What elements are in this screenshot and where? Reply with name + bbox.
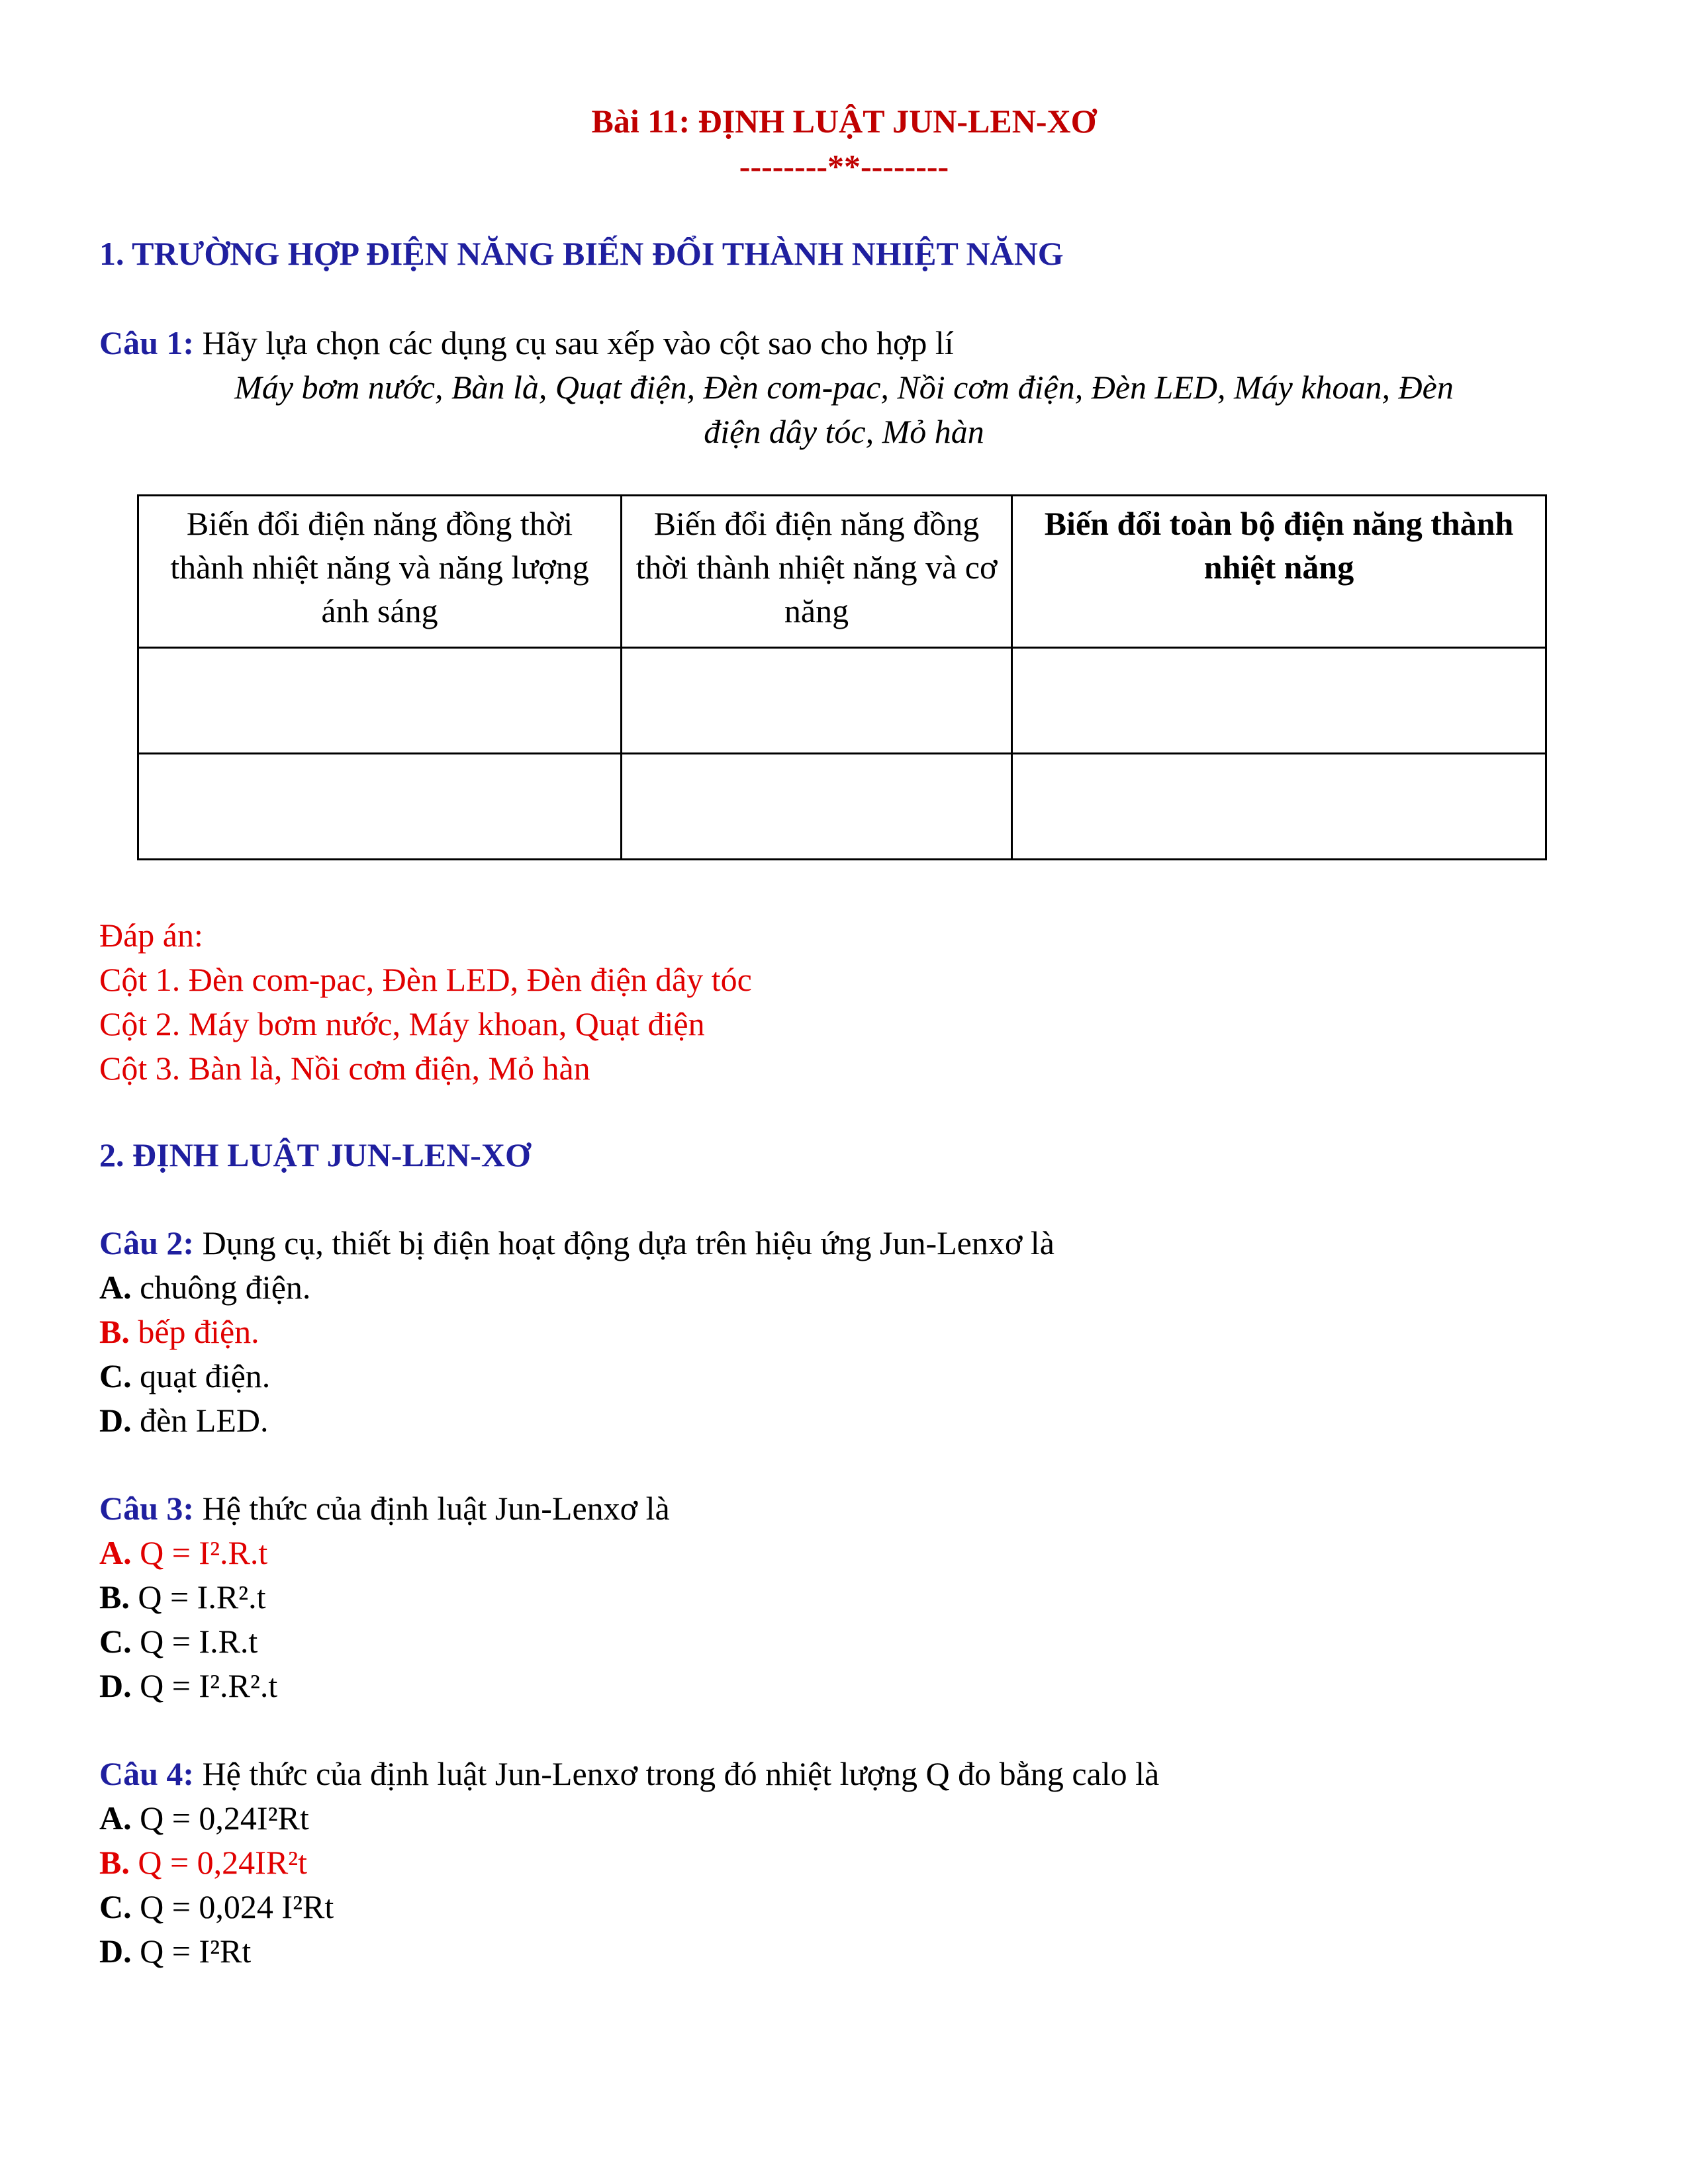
question-1-text: Hãy lựa chọn các dụng cụ sau xếp vào cột sao cho hợp lí xyxy=(194,324,954,361)
option-letter: C. xyxy=(99,1623,132,1660)
section-2-heading: 2. ĐỊNH LUẬT JUN-LEN-XƠ xyxy=(99,1136,531,1173)
question-2-option-b[interactable] xyxy=(99,1310,259,1354)
table-header-col-2: Biến đổi điện năng đồng thời thành nhiệt năng và cơ năng xyxy=(622,496,1012,648)
table-row xyxy=(138,754,1546,860)
table-cell[interactable] xyxy=(622,754,1012,860)
question-4-text: Hệ thức của định luật Jun-Lenxơ trong đó nhiệt lượng Q đo bằng calo là xyxy=(194,1755,1160,1792)
question-1-label: Câu 1: xyxy=(99,324,195,361)
question-3 xyxy=(99,1486,670,1531)
question-1-items-line1: Máy bơm nước, Bàn là, Quạt điện, Đèn com-pac, Nồi cơm điện, Đèn LED, Máy khoan, Đèn xyxy=(234,369,1454,406)
question-3-option-c[interactable] xyxy=(99,1619,258,1664)
option-letter: B. xyxy=(99,1313,130,1350)
question-3-label: Câu 3: xyxy=(99,1490,195,1527)
table-cell[interactable] xyxy=(1012,648,1546,754)
question-2-option-c[interactable] xyxy=(99,1354,270,1398)
question-3-option-b[interactable] xyxy=(99,1575,266,1619)
answer-col-3 xyxy=(99,1046,590,1091)
table-header-row xyxy=(138,496,1546,648)
question-2-text: Dụng cụ, thiết bị điện hoạt động dựa trên hiệu ứng Jun-Lenxơ là xyxy=(194,1224,1055,1261)
option-letter: D. xyxy=(99,1933,132,1970)
answer-col-1-text: . Đèn com-pac, Đèn LED, Đèn điện dây tóc xyxy=(171,961,752,998)
option-letter: D. xyxy=(99,1402,132,1439)
page-title: Bài 11: ĐỊNH LUẬT JUN-LEN-XƠ xyxy=(591,103,1097,140)
table-cell[interactable] xyxy=(622,648,1012,754)
option-text: Q = I².R.t xyxy=(131,1534,268,1571)
question-4 xyxy=(99,1752,1159,1796)
option-letter: B. xyxy=(99,1844,130,1881)
question-2-option-a[interactable] xyxy=(99,1265,310,1310)
question-4-option-b[interactable] xyxy=(99,1841,307,1885)
option-text: Q = I.R.t xyxy=(131,1623,258,1660)
question-3-text: Hệ thức của định luật Jun-Lenxơ là xyxy=(194,1490,670,1527)
question-1 xyxy=(99,321,954,365)
option-letter: D. xyxy=(99,1667,132,1704)
option-letter: C. xyxy=(99,1357,132,1394)
question-2-option-d[interactable] xyxy=(99,1398,269,1443)
answer-col-1 xyxy=(99,958,752,1002)
answer-col-2-text: . Máy bơm nước, Máy khoan, Quạt điện xyxy=(171,1005,705,1042)
option-letter: B. xyxy=(99,1578,130,1615)
option-text: Q = I.R².t xyxy=(129,1578,266,1615)
answer-col-2-prefix: Cột 2 xyxy=(99,1005,172,1042)
option-text: đèn LED. xyxy=(131,1402,269,1439)
answer-col-3-prefix: Cột 3 xyxy=(99,1050,172,1087)
table-cell[interactable] xyxy=(138,754,622,860)
question-4-option-c[interactable] xyxy=(99,1885,334,1929)
answer-col-1-prefix: Cột 1 xyxy=(99,961,172,998)
question-3-option-a[interactable] xyxy=(99,1531,267,1575)
question-2-label: Câu 2: xyxy=(99,1224,195,1261)
table-cell[interactable] xyxy=(138,648,622,754)
section-1-heading: 1. TRƯỜNG HỢP ĐIỆN NĂNG BIẾN ĐỔI THÀNH NHIỆT NĂNG xyxy=(99,235,1064,272)
answer-col-3-text: . Bàn là, Nồi cơm điện, Mỏ hàn xyxy=(171,1050,590,1087)
option-letter: A. xyxy=(99,1269,132,1306)
option-letter: A. xyxy=(99,1534,132,1571)
answer-label: Đáp án: xyxy=(99,917,203,954)
option-text: bếp điện. xyxy=(129,1313,259,1350)
table-header-col-3: Biến đổi toàn bộ điện năng thành nhiệt năng xyxy=(1012,496,1546,648)
option-letter: C. xyxy=(99,1888,132,1925)
question-4-option-a[interactable] xyxy=(99,1796,309,1841)
option-letter: A. xyxy=(99,1799,132,1837)
option-text: Q = I².R².t xyxy=(131,1667,278,1704)
option-text: chuông điện. xyxy=(131,1269,311,1306)
table-row xyxy=(138,648,1546,754)
question-4-label: Câu 4: xyxy=(99,1755,195,1792)
question-2 xyxy=(99,1221,1055,1265)
table-cell[interactable] xyxy=(1012,754,1546,860)
table-header-col-1: Biến đổi điện năng đồng thời thành nhiệt năng và năng lượng ánh sáng xyxy=(138,496,622,648)
option-text: Q = 0,024 I²Rt xyxy=(131,1888,334,1925)
option-text: Q = 0,24IR²t xyxy=(129,1844,308,1881)
option-text: quạt điện. xyxy=(131,1357,271,1394)
option-text: Q = I²Rt xyxy=(131,1933,252,1970)
question-3-option-d[interactable] xyxy=(99,1664,277,1708)
sorting-table xyxy=(137,494,1547,860)
option-text: Q = 0,24I²Rt xyxy=(131,1799,309,1837)
title-divider: --------**-------- xyxy=(739,148,949,185)
answer-col-2 xyxy=(99,1002,705,1046)
question-4-option-d[interactable] xyxy=(99,1929,251,1974)
question-1-items-line2: điện dây tóc, Mỏ hàn xyxy=(704,413,984,450)
